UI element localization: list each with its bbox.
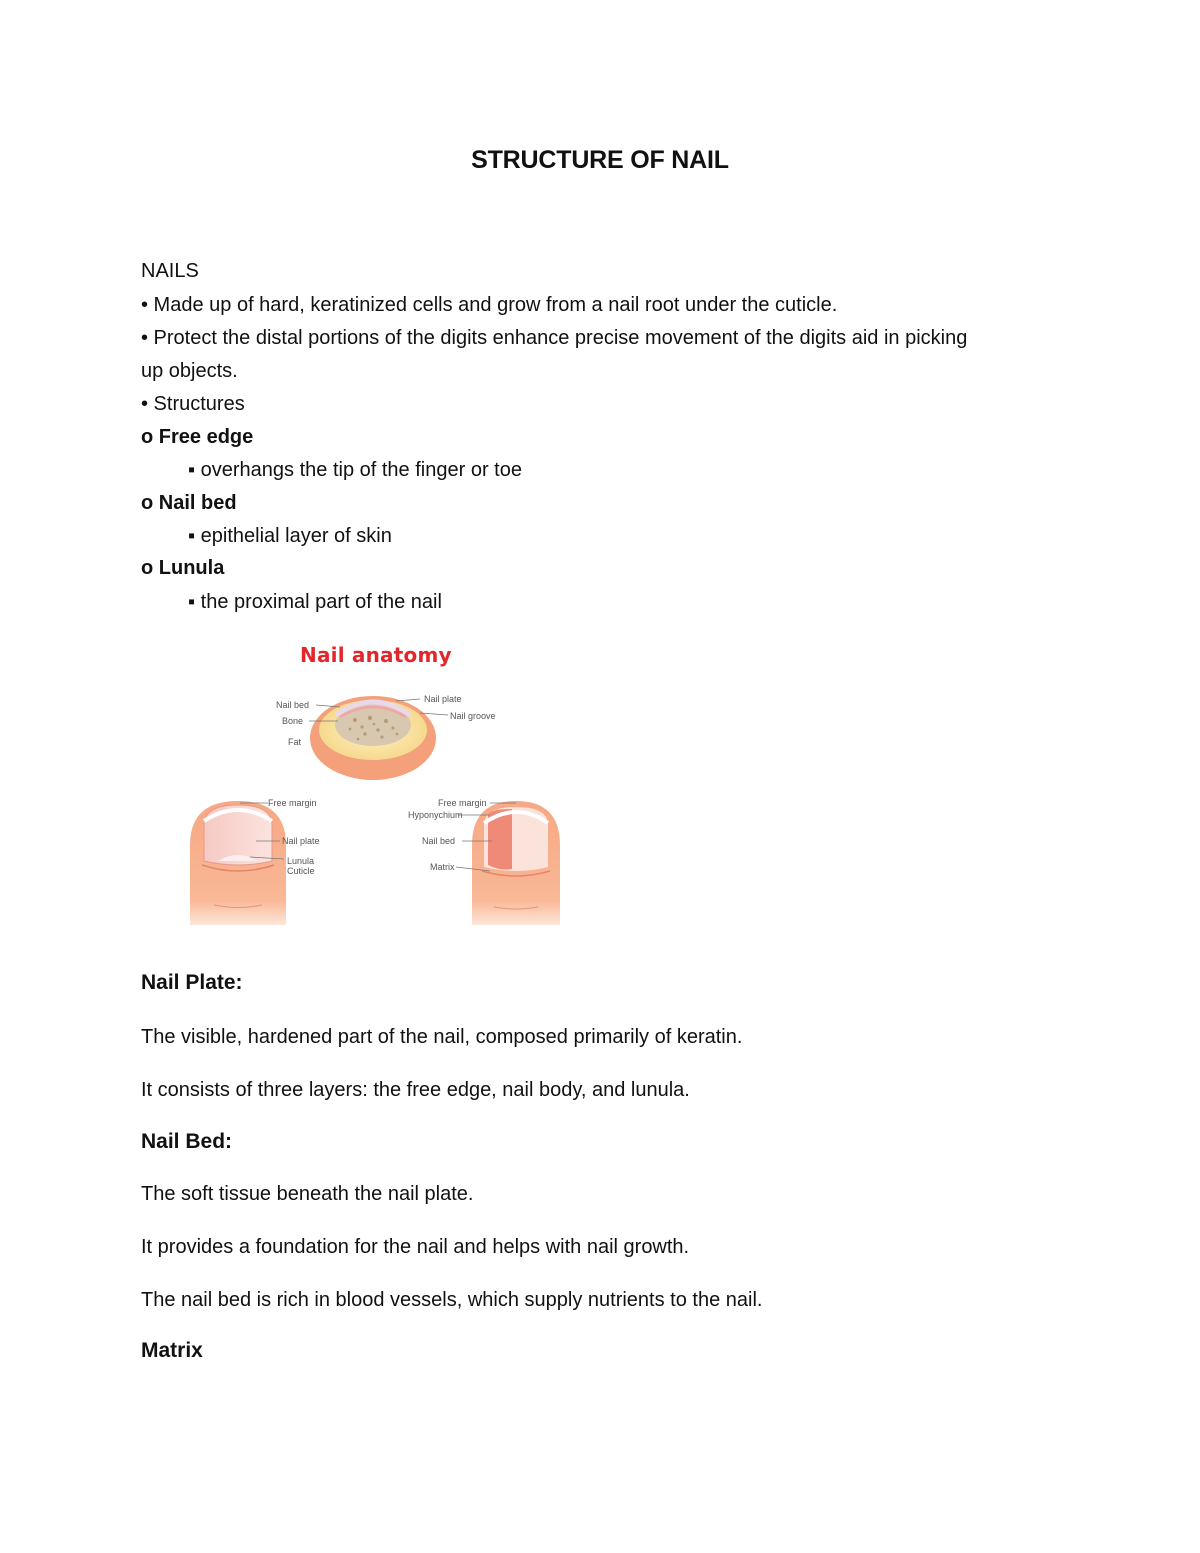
structure-lunula-detail: ▪ the proximal part of the nail [188, 591, 442, 613]
nail-bed-paragraph-3: The nail bed is rich in blood vessels, which supply nutrients to the nail. [141, 1289, 763, 1311]
matrix-heading: Matrix [141, 1339, 203, 1362]
nail-plate-paragraph-2: It consists of three layers: the free edge, nail body, and lunula. [141, 1079, 690, 1101]
figure-title: Nail anatomy [300, 643, 452, 667]
structure-nail-bed: o Nail bed [141, 492, 237, 514]
label-nail-plate-cross: Nail plate [424, 694, 462, 704]
label-hyponychium: Hyponychium [408, 810, 463, 820]
nails-bullet-2-line-2: up objects. [141, 360, 238, 382]
page-title: STRUCTURE OF NAIL [471, 146, 729, 174]
structure-lunula: o Lunula [141, 557, 225, 579]
nail-plate-heading: Nail Plate: [141, 971, 243, 994]
label-fat: Fat [288, 737, 302, 747]
nails-bullet-2-line-1: • Protect the distal portions of the digits enhance precise movement of the digits aid in picking [141, 327, 968, 349]
label-nail-bed-right: Nail bed [422, 836, 456, 846]
label-cuticle: Cuticle [287, 866, 315, 876]
nail-anatomy-figure [190, 635, 570, 925]
nails-bullet-3: • Structures [141, 393, 245, 415]
finger-top-view [190, 801, 286, 925]
label-nail-plate-left: Nail plate [282, 836, 320, 846]
label-matrix: Matrix [430, 862, 455, 872]
cross-section [310, 696, 436, 780]
nail-bed-paragraph-2: It provides a foundation for the nail and helps with nail growth. [141, 1236, 690, 1258]
structure-free-edge: o Free edge [141, 426, 254, 448]
finger-side-view [472, 801, 560, 925]
nail-plate-paragraph-1: The visible, hardened part of the nail, composed primarily of keratin. [141, 1026, 743, 1048]
label-nail-bed: Nail bed [276, 700, 310, 710]
label-free-margin-left: Free margin [268, 798, 317, 808]
label-bone: Bone [282, 716, 304, 726]
nails-bullet-1: • Made up of hard, keratinized cells and grow from a nail root under the cuticle. [141, 294, 838, 316]
nail-anatomy-diagram [190, 635, 570, 925]
label-lunula: Lunula [287, 856, 315, 866]
label-free-margin-right: Free margin [438, 798, 487, 808]
nail-bed-heading: Nail Bed: [141, 1130, 233, 1153]
structure-nail-bed-detail: ▪ epithelial layer of skin [188, 525, 392, 547]
nails-heading: NAILS [141, 260, 199, 282]
structure-free-edge-detail: ▪ overhangs the tip of the finger or toe [188, 459, 522, 481]
label-nail-groove: Nail groove [450, 711, 496, 721]
nail-bed-paragraph-1: The soft tissue beneath the nail plate. [141, 1183, 474, 1205]
